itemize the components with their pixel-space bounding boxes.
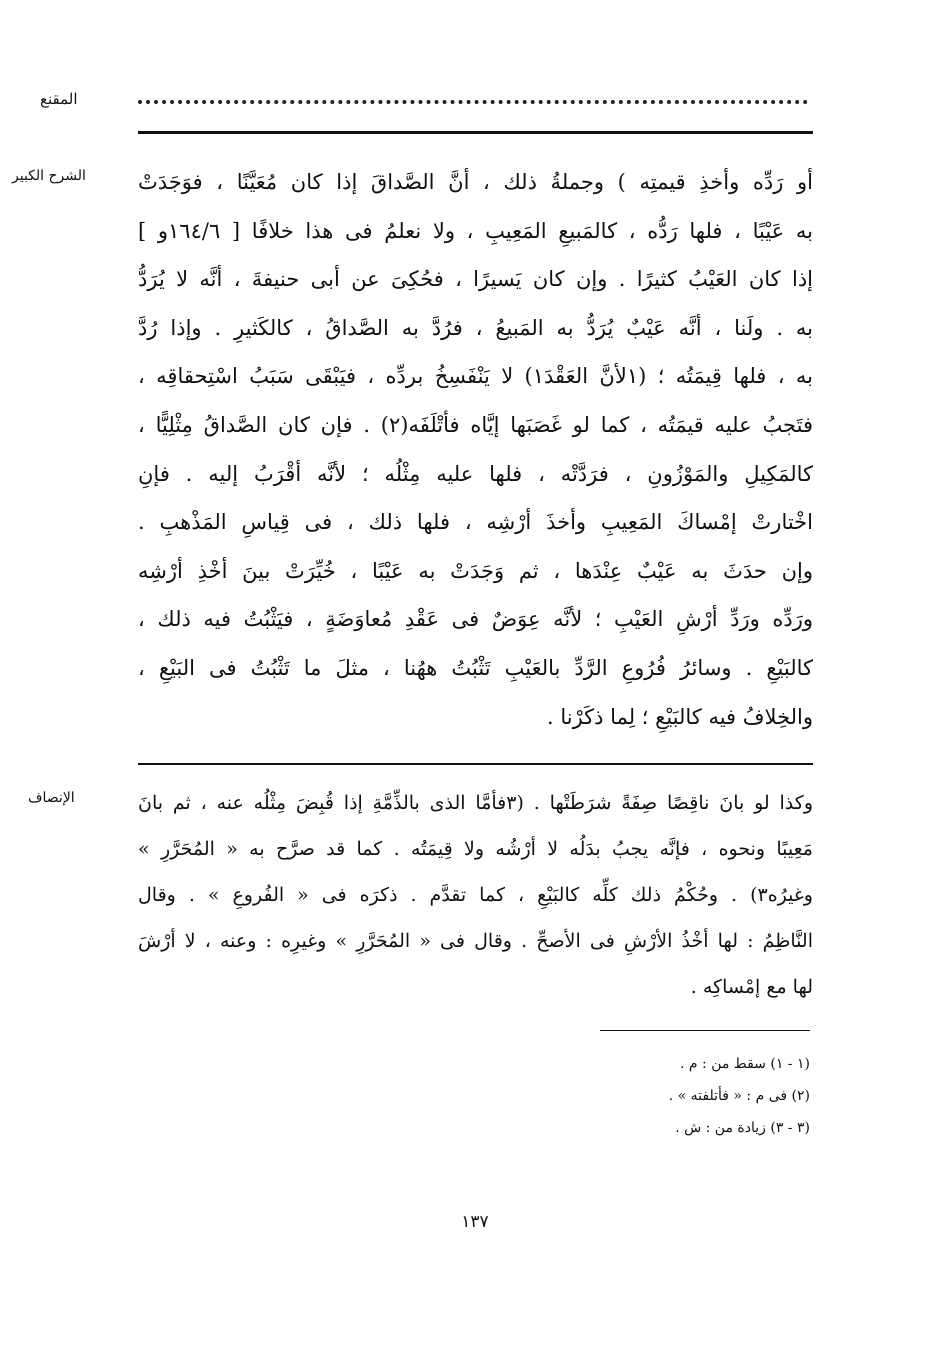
text-line: لها مع إمْساكِه . — [690, 976, 813, 998]
text-line: ورَدِّه ورَدِّ أرْشِ العَيْبِ ؛ لأنَّه عِوَضٌ فى عَقْدِ مُعاوَضَةٍ ، فيَثْبُتُ فيه ذلك ، — [138, 607, 813, 632]
text-line: اخْتارتْ إمْساكَ المَعِيبِ وأخذَ أرْشِه ، فلها ذلك ، فى قِياسِ المَذْهبِ . — [138, 510, 813, 535]
text-line: مَعِيبًا ونحوه ، فإنَّه يجبُ بدَلُه لا أرْشُه ولا قِيمَتُه . كما قد صرَّح به « المُحَرَّرِ » — [138, 838, 813, 860]
footnote-divider — [600, 1030, 810, 1031]
text-line: كالمَكِيلِ والمَوْزُونِ ، فرَدَّتْه ، فلها عليه مِثْلُه ؛ لأنَّه أقْرَبُ إليه . فإنِ — [138, 461, 813, 486]
text-line: كالبَيْعِ . وسائرُ فُرُوعِ الرَّدِّ بالعَيْبِ تَثْبُتُ ههُنا ، مثلَ ما تَثْبُتُ فى البَيْعِ ، — [138, 655, 813, 680]
footnote: (٣ - ٣) زيادة من : ش . — [675, 1120, 810, 1136]
text-line: به عَيْبًا ، فلها رَدُّه ، كالمَبيعِ المَعِيبِ ، ولا نعلمُ فى هذا خلافًا [ ١٦٤/٦و ] — [138, 218, 813, 243]
footnote: (٢) فى م : « فأتلفته » . — [668, 1088, 810, 1104]
text-line: فتَجبُ عليه قيمَتُه ، كما لو غَصَبَها إيَّاه فأتْلَفَه(٢) . فإن كان الصَّداقُ مِثْلِيًّا ، — [138, 412, 813, 437]
text-line: إذا كان العَيْبُ كثيرًا . وإن كان يَسيرًا ، فحُكِىَ عن أبى حنيفةَ ، أنَّه لا يُرَدُّ — [138, 267, 813, 292]
text-line: به ، فلها قِيمَتُه ؛ (١لأنَّ العَقْدَ١) لا يَنْفَسِخُ بردِّه ، فيَبْقَى سَبَبُ اسْتِحقاقِه ، — [138, 364, 813, 389]
page-number: ١٣٧ — [461, 1212, 489, 1232]
side-label-insaf: الإنصاف — [28, 790, 75, 806]
header-rule — [138, 131, 813, 134]
text-line: النَّاظِمُ : لها أخْذُ الأرْشِ فى الأصحِّ . وقال فى « المُحَرَّرِ » وغيرِه : وعنه ، لا أرْشَ — [138, 930, 813, 952]
text-line: والخِلافُ فيه كالبَيْعِ ؛ لِما ذكَرْنا . — [546, 704, 813, 729]
text-line: وإن حدَثَ به عَيْبٌ عِنْدَها ، ثم وَجَدَتْ به عَيْبًا ، خُيِّرَتْ بينَ أخْذِ أرْشِه — [138, 558, 813, 583]
running-title: المقنع — [40, 90, 78, 108]
insaf-commentary — [138, 780, 813, 1010]
footnote: (١ - ١) سقط من : م . — [680, 1056, 810, 1072]
text-line: وكذا لو بانَ ناقِصًا صِفَةً شرَطَتْها . (٣فأمَّا الذى بالذِّمَّةِ إذا قُبِضَ مِثْلُه عنه ، ثم بانَ — [138, 792, 813, 814]
side-label-sharh: الشرح الكبير — [12, 168, 86, 184]
footnotes — [480, 1048, 810, 1144]
header-dotted-leader — [138, 100, 808, 104]
section-divider — [138, 763, 813, 765]
text-line: وغيرُه٣) . وحُكْمُ ذلك كلِّه كالبَيْعِ ، كما تقدَّم . ذكرَه فى « الفُروعِ » . وقال — [138, 884, 813, 906]
text-line: أو رَدِّه وأخذِ قيمتِه ) وجملةُ ذلك ، أنَّ الصَّداقَ إذا كان مُعَيَّنًا ، فوَجَدَتْ — [138, 170, 813, 194]
main-commentary — [138, 158, 813, 741]
text-line: به . ولَنا ، أنَّه عَيْبٌ يُرَدُّ به المَبيعُ ، فرُدَّ به الصَّداقُ ، كالكَثيرِ . وإذا رُدَّ — [138, 315, 813, 340]
